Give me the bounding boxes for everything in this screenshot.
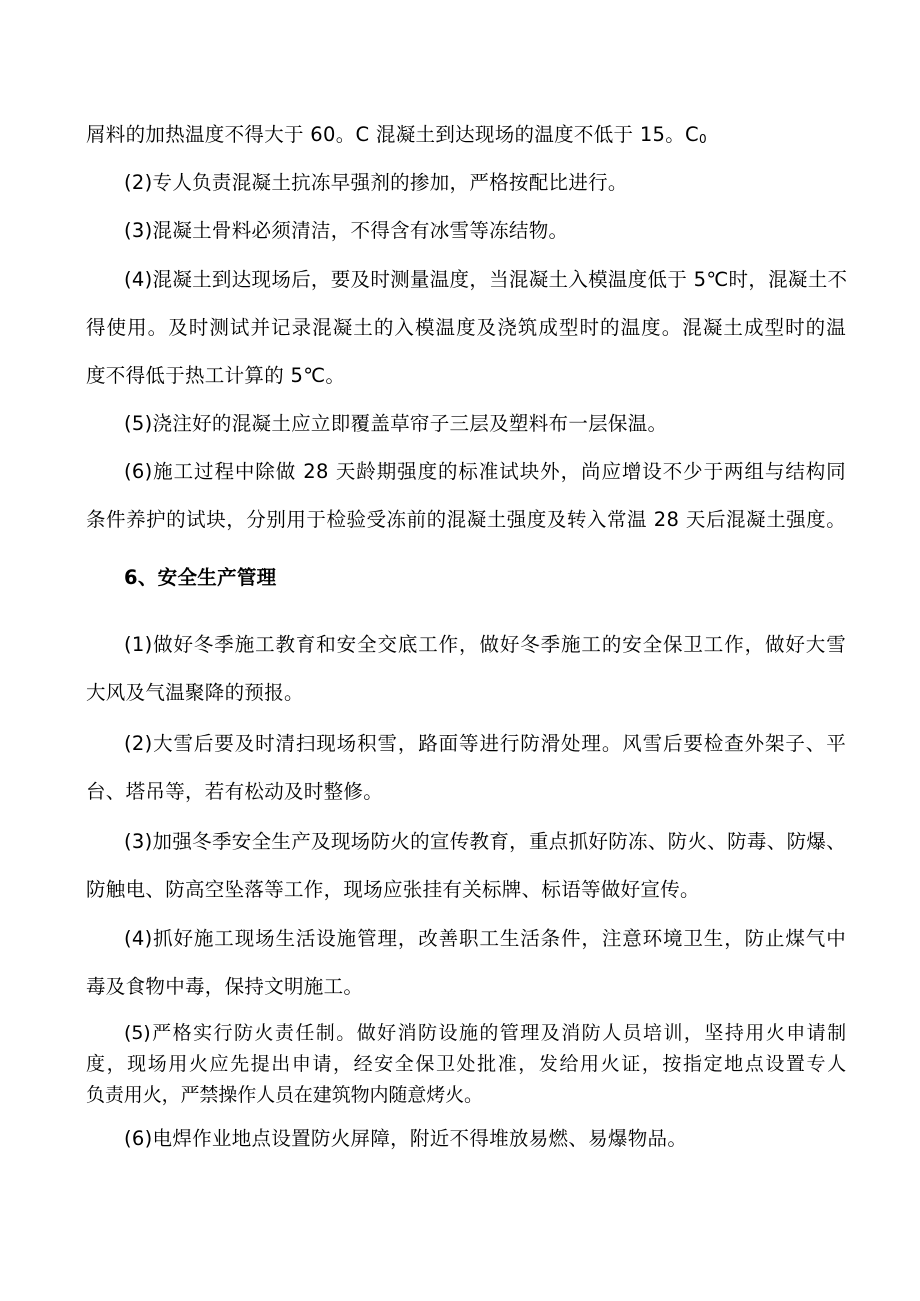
paragraph-line: 条件养护的试块，分别用于检验受冻前的混凝土强度及转入常温 28 天后混凝土强度。 <box>86 508 846 531</box>
paragraph-line: 台、塔吊等，若有松动及时整修。 <box>86 780 384 803</box>
paragraph-line: (4)抓好施工现场生活设施管理，改善职工生活条件，注意环境卫生，防止煤气中 <box>124 927 846 950</box>
paragraph-line <box>86 111 846 163</box>
paragraph-line: 度不得低于热工计算的 5℃。 <box>86 364 346 387</box>
paragraph-line: 得使用。及时测试并记录混凝土的入模温度及浇筑成型时的温度。混凝土成型时的温 <box>86 316 846 339</box>
paragraph-line: 毒及食物中毒，保持文明施工。 <box>86 975 364 998</box>
paragraph-line: (1)做好冬季施工教育和安全交底工作，做好冬季施工的安全保卫工作，做好大雪 <box>124 633 846 656</box>
paragraph-line: (3)加强冬季安全生产及现场防火的宣传教育，重点抓好防冻、防火、防毒、防爆、 <box>124 830 846 853</box>
paragraph-line: 负责用火，严禁操作人员在建筑物内随意烤火。 <box>86 1084 483 1106</box>
paragraph-line: (6)电焊作业地点设置防火屏障，附近不得堆放易燃、易爆物品。 <box>124 1127 688 1150</box>
paragraph-line: (5)严格实行防火责任制。做好消防设施的管理及消防人员培训，坚持用火申请制 <box>124 1022 846 1044</box>
paragraph-line: 防触电、防高空坠落等工作，现场应张挂有关标牌、标语等做好宣传。 <box>86 878 700 901</box>
paragraph-line: (2)大雪后要及时清扫现场积雪，路面等进行防滑处理。风雪后要检查外架子、平 <box>124 732 846 755</box>
paragraph-line: (5)浇注好的混凝土应立即覆盖草帘子三层及塑料布一层保温。 <box>124 412 668 435</box>
paragraph-line: 度，现场用火应先提出申请，经安全保卫处批准，发给用火证，按指定地点设置专人 <box>86 1053 846 1075</box>
paragraph-line: (3)混凝土骨料必须清洁，不得含有冰雪等冻结物。 <box>124 219 569 242</box>
paragraph-text: 屑料的加热温度不得大于 60。C 混凝土到达现场的温度不低于 15。C <box>86 123 699 146</box>
subscript-text: 0 <box>698 132 707 146</box>
paragraph-line: 大风及气温聚降的预报。 <box>86 681 304 704</box>
section-heading: 6、安全生产管理 <box>124 566 277 589</box>
paragraph-line: (6)施工过程中除做 28 天龄期强度的标准试块外，尚应增设不少于两组与结构同 <box>124 460 846 483</box>
paragraph-line: (2)专人负责混凝土抗冻早强剂的掺加，严格按配比进行。 <box>124 171 628 194</box>
paragraph-line: (4)混凝土到达现场后，要及时测量温度，当混凝土入模温度低于 5℃时，混凝土不 <box>124 268 848 291</box>
